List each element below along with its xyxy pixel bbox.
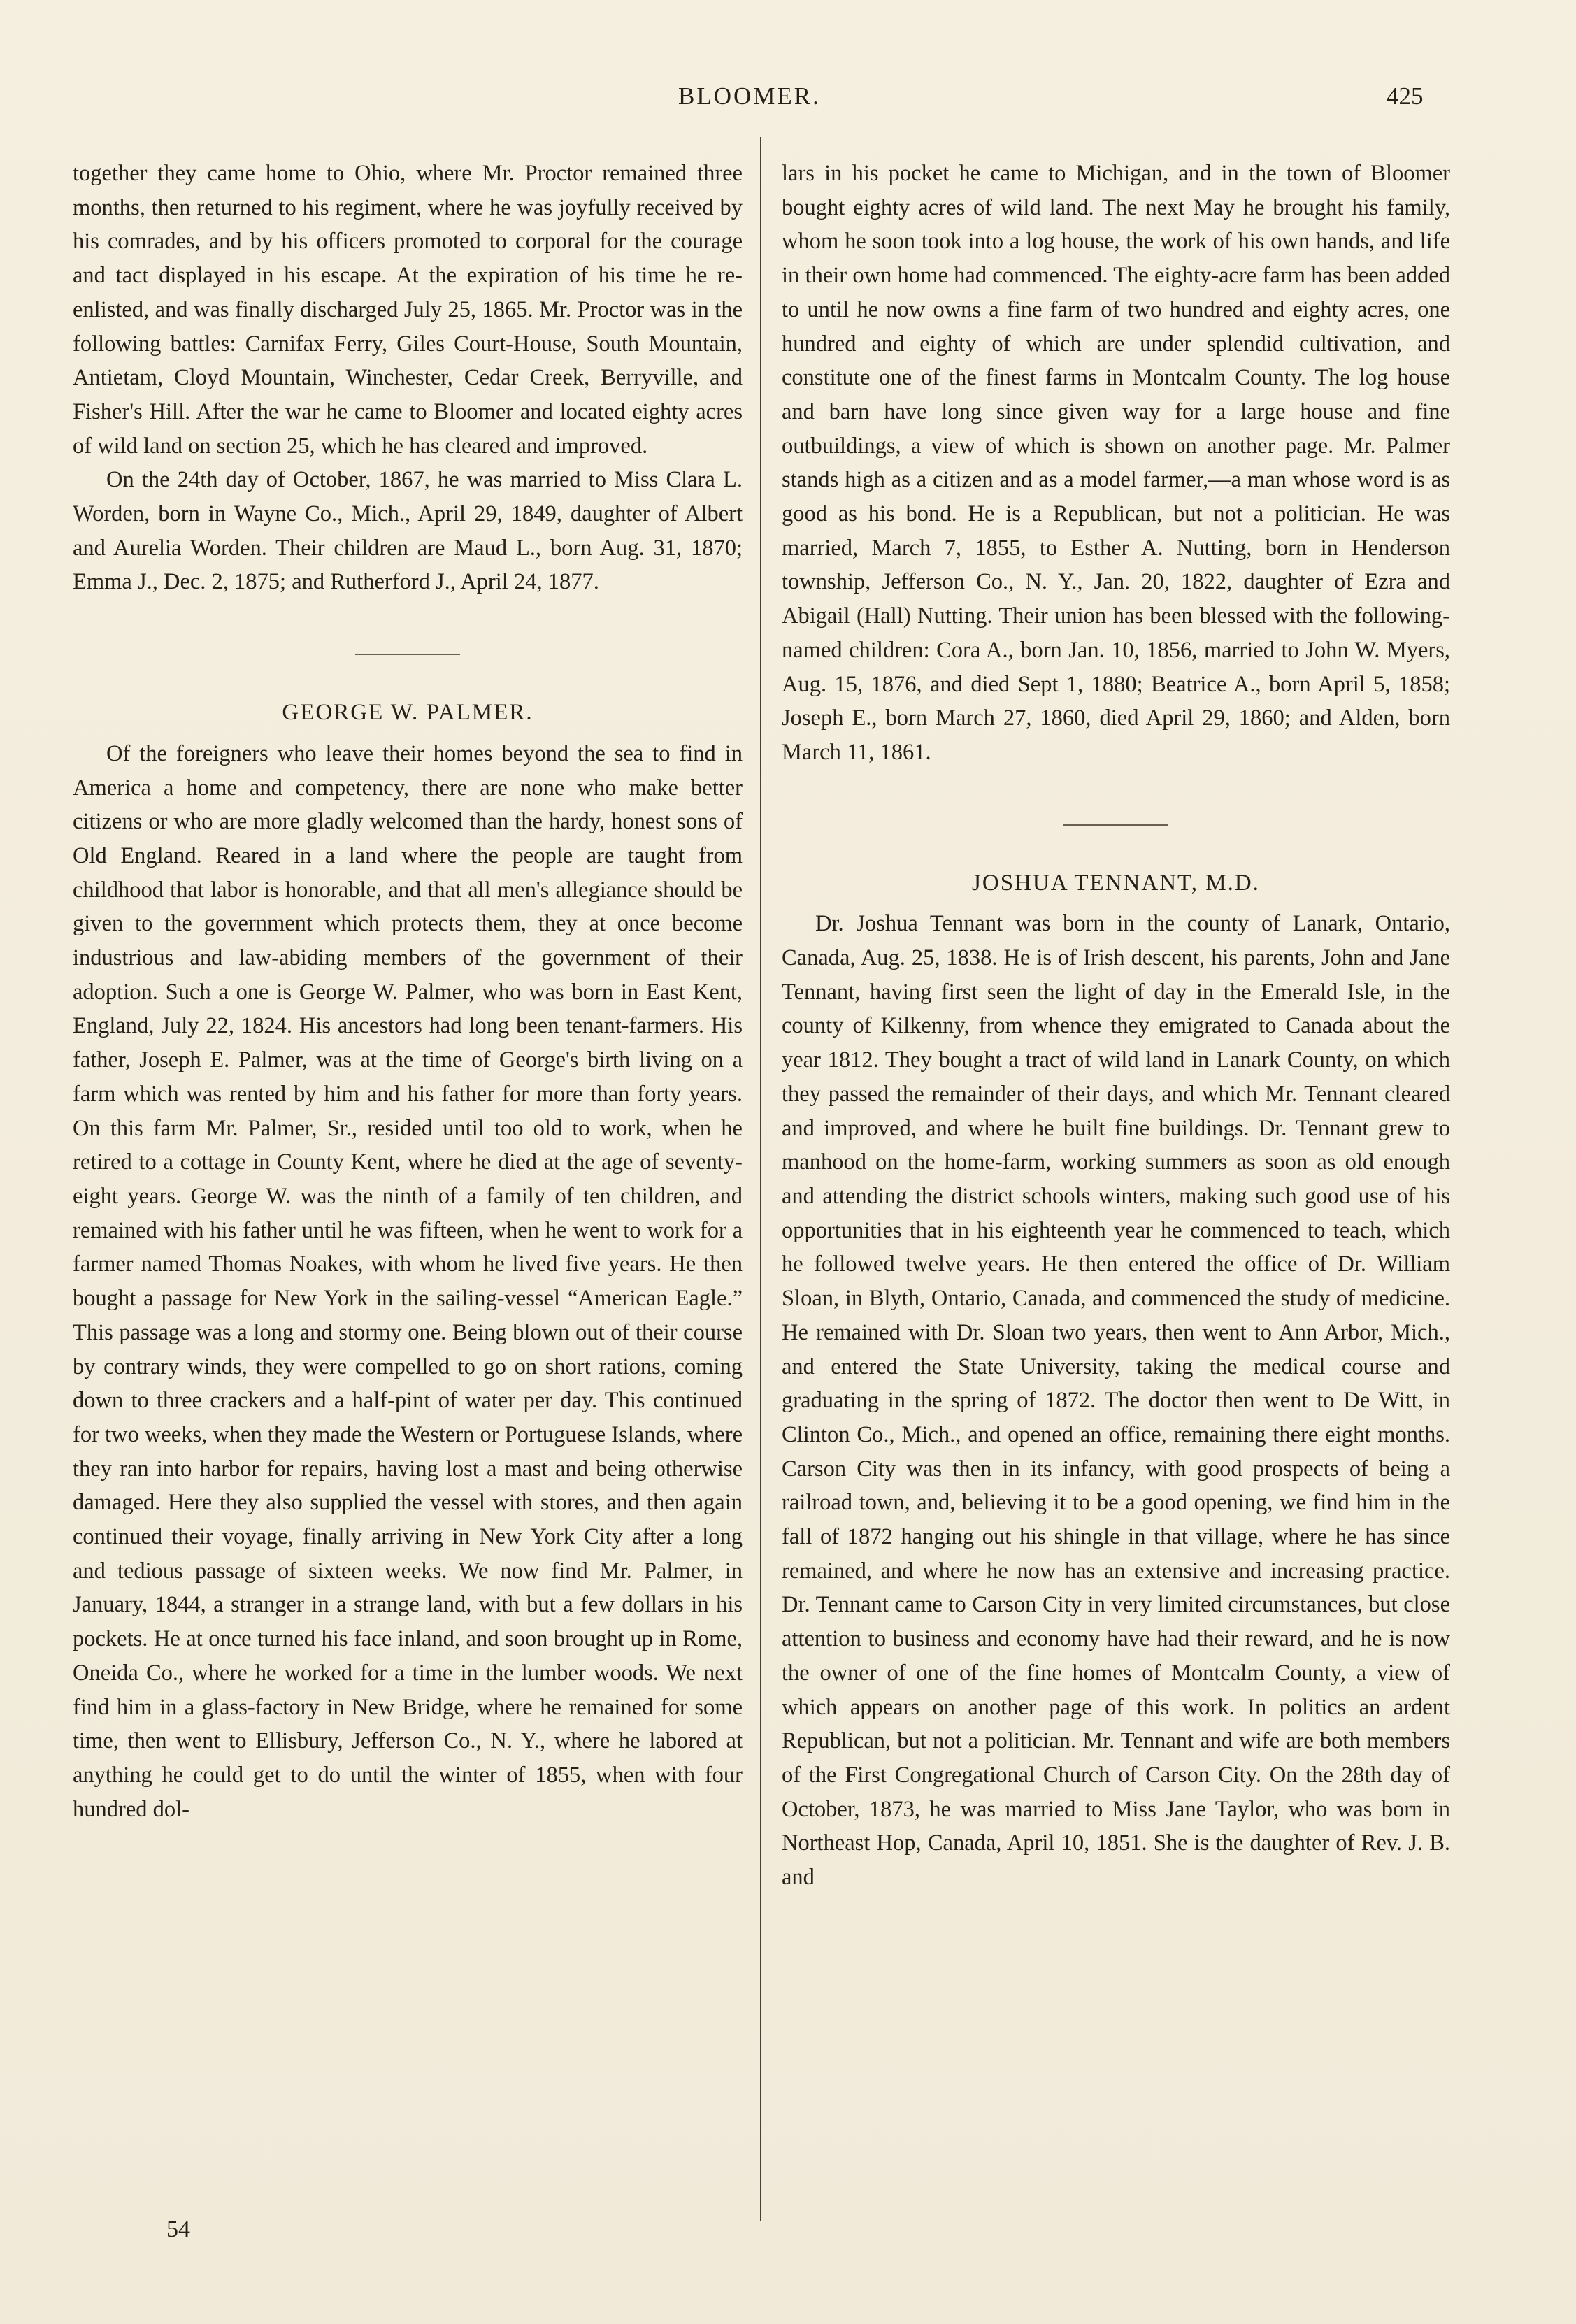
- right-column: [782, 157, 1450, 1895]
- left-column: [73, 157, 743, 1826]
- section-divider: [1063, 824, 1168, 826]
- tennant-biography: Dr. Joshua Tennant was born in the county of Lanark, Ontario, Canada, Aug. 25, 1838. He is of Irish descent, his parents, John and Jane Tennant, having first seen the light of day in the Emerald Isle, in the county of Kilkenny, from whence they emigrated to Canada about the year 1812. They bought a tract of wild land in Lanark County, on which they passed the remainder of their days, and which Mr. Tennant cleared and improved, and where he built fine buildings. Dr. Tennant grew to manhood on the home-farm, working summers as soon as old enough and attending the district schools winters, making such good use of his opportunities that in his eighteenth year he commenced to teach, which he followed twelve years. He then entered the office of Dr. William Sloan, in Blyth, Ontario, Canada, and commenced the study of medicine. He remained with Dr. Sloan two years, then went to Ann Arbor, Mich., and entered the State University, taking the medical course and graduating in the spring of 1872. The doctor then went to De Witt, in Clinton Co., Mich., and opened an office, remaining there eight months. Carson City was then in its infancy, with good prospects of being a railroad town, and, believing it to be a good opening, we find him in the fall of 1872 hanging out his shingle in that village, where he has since remained, and where he now has an extensive and increasing practice. Dr. Tennant came to Carson City in very limited circumstances, but close attention to business and economy have had their reward, and he is now the owner of one of the fine homes of Montcalm County, a view of which appears on another page of this work. In politics an ardent Republican, but not a politician. Mr. Tennant and wife are both members of the First Congregational Church of Carson City. On the 28th day of October, 1873, he was married to Miss Jane Taylor, who was born in Northeast Hop, Canada, April 10, 1851. She is the daughter of Rev. J. B. and: [782, 911, 1450, 1891]
- proctor-continuation: together they came home to Ohio, where Mr. Proctor remained three months, then returned to his regiment, where he was joyfully received by his comrades, and by his officers promoted to corporal for the courage and tact displayed in his escape. At the expiration of his time he re-enlisted, and was finally discharged July 25, 1865. Mr. Proctor was in the following battles: Carnifax Ferry, Giles Court-House, South Mountain, Antietam, Cloyd Mountain, Winchester, Cedar Creek, Berryville, and Fisher's Hill. After the war he came to Bloomer and located eighty acres of wild land on section 25, which he has cleared and improved.: [73, 161, 743, 459]
- palmer-biography: Of the foreigners who leave their homes beyond the sea to find in America a home and competency, there are none who make better citizens or who are more gladly welcomed than the hardy, honest sons of Old England. Reared in a land where the people are taught from childhood that labor is honorable, and that all men's allegiance should be given to the government which protects them, they at once become industrious and law-abiding members of the government of their adoption. Such a one is George W. Palmer, who was born in East Kent, England, July 22, 1824. His ancestors had long been tenant-farmers. His father, Joseph E. Palmer, was at the time of George's birth living on a farm which was rented by him and his father for more than forty years. On this farm Mr. Palmer, Sr., resided until too old to work, when he retired to a cottage in County Kent, where he died at the age of seventy-eight years. George W. was the ninth of a family of ten children, and remained with his father until he was fifteen, when he went to work for a farmer named Thomas Noakes, with whom he lived five years. He then bought a passage for New York in the sailing-vessel “American Eagle.” This passage was a long and stormy one. Being blown out of their course by contrary winds, they were compelled to go on short rations, coming down to three crackers and a half-pint of water per day. This continued for two weeks, when they made the Western or Portuguese Islands, where they ran into harbor for repairs, having lost a mast and being otherwise damaged. Here they also supplied the vessel with stores, and then again continued their voyage, finally arriving in New York City after a long and tedious passage of sixteen weeks. We now find Mr. Palmer, in January, 1844, a stranger in a strange land, with but a few dollars in his pockets. He at once turned his face inland, and soon brought up in Rome, Oneida Co., where he worked for a time in the lumber woods. We next find him in a glass-factory in New Bridge, where he remained for some time, then went to Ellisbury, Jefferson Co., N. Y., where he labored at anything he could get to do until the winter of 1855, when with four hundred dol-: [73, 740, 743, 1822]
- palmer-continuation: lars in his pocket he came to Michigan, and in the town of Bloomer bought eighty acres of wild land. The next May he brought his family, whom he soon took into a log house, the work of his own hands, and life in their own home had commenced. The eighty-acre farm has been added to until he now owns a fine farm of two hundred and eighty acres, one hundred and eighty of which are under splendid cultivation, and constitute one of the finest farms in Montcalm County. The log house and barn have long since given way for a large house and fine outbuildings, a view of which is shown on another page. Mr. Palmer stands high as a citizen and as a model farmer,—a man whose word is as good as his bond. He is a Republican, but not a politician. He was married, March 7, 1855, to Esther A. Nutting, born in Henderson township, Jefferson Co., N. Y., Jan. 20, 1822, daughter of Ezra and Abigail (Hall) Nutting. Their union has been blessed with the following-named children: Cora A., born Jan. 10, 1856, married to John W. Myers, Aug. 15, 1876, and died Sept 1, 1880; Beatrice A., born April 5, 1858; Joseph E., born March 27, 1860, died April 29, 1860; and Alden, born March 11, 1861.: [782, 161, 1450, 765]
- printer-signature-mark: 54: [166, 2216, 190, 2242]
- section-heading-tennant: JOSHUA TENNANT, M.D.: [972, 870, 1260, 896]
- column-rule: [760, 137, 761, 2221]
- running-title: BLOOMER.: [678, 83, 821, 110]
- section-heading-palmer: GEORGE W. PALMER.: [282, 700, 533, 726]
- page-number: 425: [1387, 83, 1424, 110]
- running-header: [0, 83, 1576, 117]
- proctor-marriage-paragraph: On the 24th day of October, 1867, he was married to Miss Clara L. Worden, born in Wayne Co., Mich., April 29, 1849, daughter of Albert and Aurelia Worden. Their children are Maud L., born Aug. 31, 1870; Emma J., Dec. 2, 1875; and Rutherford J., April 24, 1877.: [73, 467, 743, 595]
- section-divider: [355, 654, 460, 655]
